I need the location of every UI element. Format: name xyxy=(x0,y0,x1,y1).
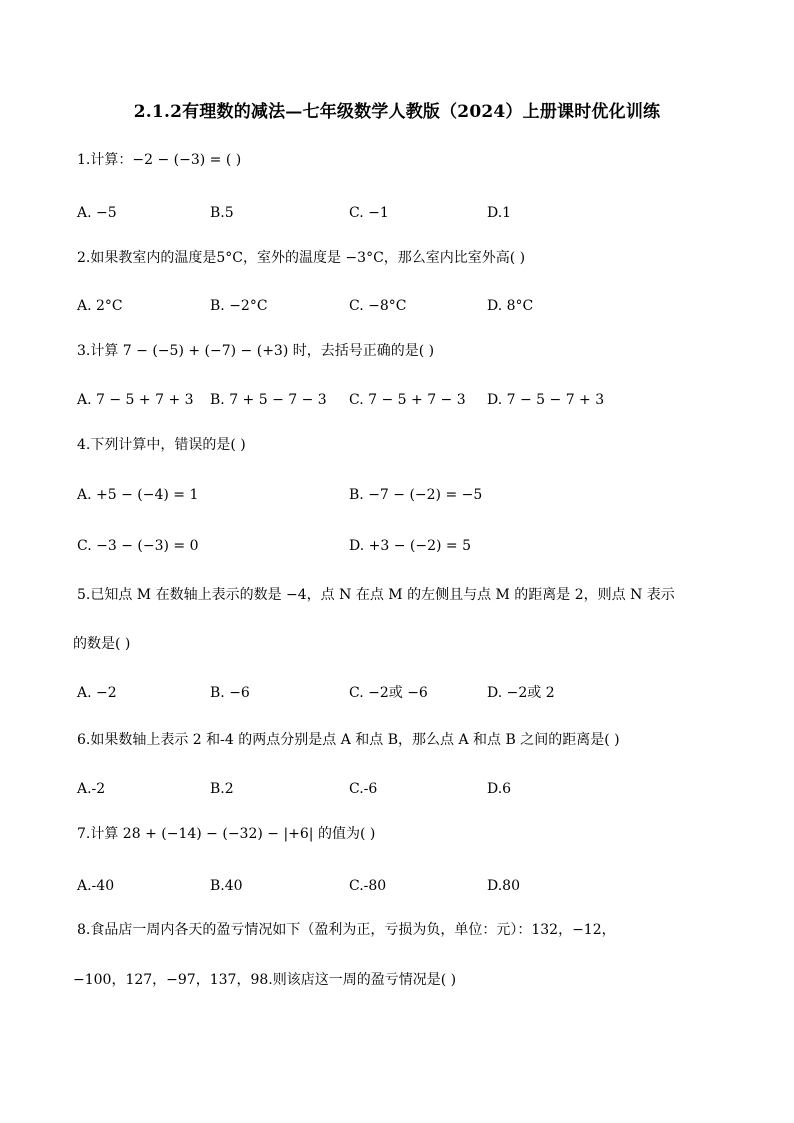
question-5-option-b: B. −6 xyxy=(210,685,250,701)
question-6-option-c: C.-6 xyxy=(349,781,378,797)
question-5-option-c: C. −2或 −6 xyxy=(349,685,428,701)
question-5-option-a: A. −2 xyxy=(77,685,117,701)
question-3-option-c: C. 7 − 5 + 7 − 3 xyxy=(349,392,466,408)
question-6-option-a: A.-2 xyxy=(77,781,106,797)
question-2-stem: 2.如果教室内的温度是5°C，室外的温度是 −3°C，那么室内比室外高( ) xyxy=(77,250,526,266)
question-1-option-b: B.5 xyxy=(210,205,234,221)
question-7-option-a: A.-40 xyxy=(77,878,115,894)
question-2-option-c: C. −8°C xyxy=(349,298,407,314)
question-7-option-c: C.-80 xyxy=(349,878,387,894)
question-4-option-c: C. −3 − (−3) = 0 xyxy=(77,538,199,554)
question-1-option-c: C. −1 xyxy=(349,205,389,221)
question-1-stem: 1.计算：−2 − (−3) = ( ) xyxy=(77,152,242,168)
question-6-option-d: D.6 xyxy=(487,781,512,797)
question-3-option-b: B. 7 + 5 − 7 − 3 xyxy=(210,392,327,408)
question-1-option-d: D.1 xyxy=(487,205,512,221)
question-6-stem: 6.如果数轴上表示 2 和-4 的两点分别是点 A 和点 B，那么点 A 和点 B 之间的距离是( ) xyxy=(77,732,620,748)
question-2-option-d: D. 8°C xyxy=(487,298,534,314)
question-2-option-a: A. 2°C xyxy=(77,298,123,314)
document-title: 2.1.2有理数的减法—七年级数学人教版（2024）上册课时优化训练 xyxy=(133,102,661,122)
question-1-option-a: A. −5 xyxy=(77,205,117,221)
question-8-stem-continued: −100，127，−97，137，98.则该店这一周的盈亏情况是( ) xyxy=(73,972,457,988)
question-7-option-b: B.40 xyxy=(210,878,243,894)
question-4-option-b: B. −7 − (−2) = −5 xyxy=(349,487,483,503)
question-4-stem: 4.下列计算中，错误的是( ) xyxy=(77,437,246,453)
question-5-stem: 5.已知点 M 在数轴上表示的数是 −4，点 N 在点 M 的左侧且与点 M 的距离是 2，则点 N 表示 xyxy=(77,587,675,603)
question-5-option-d: D. −2或 2 xyxy=(487,685,555,701)
question-3-stem: 3.计算 7 − (−5) + (−7) − (+3) 时，去括号正确的是( ) xyxy=(77,343,435,359)
question-7-option-d: D.80 xyxy=(487,878,520,894)
question-3-option-a: A. 7 − 5 + 7 + 3 xyxy=(77,392,194,408)
question-6-option-b: B.2 xyxy=(210,781,234,797)
question-4-option-d: D. +3 − (−2) = 5 xyxy=(349,538,471,554)
question-7-stem: 7.计算 28 + (−14) − (−32) − |+6| 的值为( ) xyxy=(77,826,376,842)
question-2-option-b: B. −2°C xyxy=(210,298,268,314)
question-3-option-d: D. 7 − 5 − 7 + 3 xyxy=(487,392,605,408)
question-5-stem-continued: 的数是( ) xyxy=(73,636,131,652)
question-8-stem: 8.食品店一周内各天的盈亏情况如下（盈利为正，亏损为负，单位：元）：132，−12， xyxy=(77,922,616,938)
question-4-option-a: A. +5 − (−4) = 1 xyxy=(77,487,199,503)
